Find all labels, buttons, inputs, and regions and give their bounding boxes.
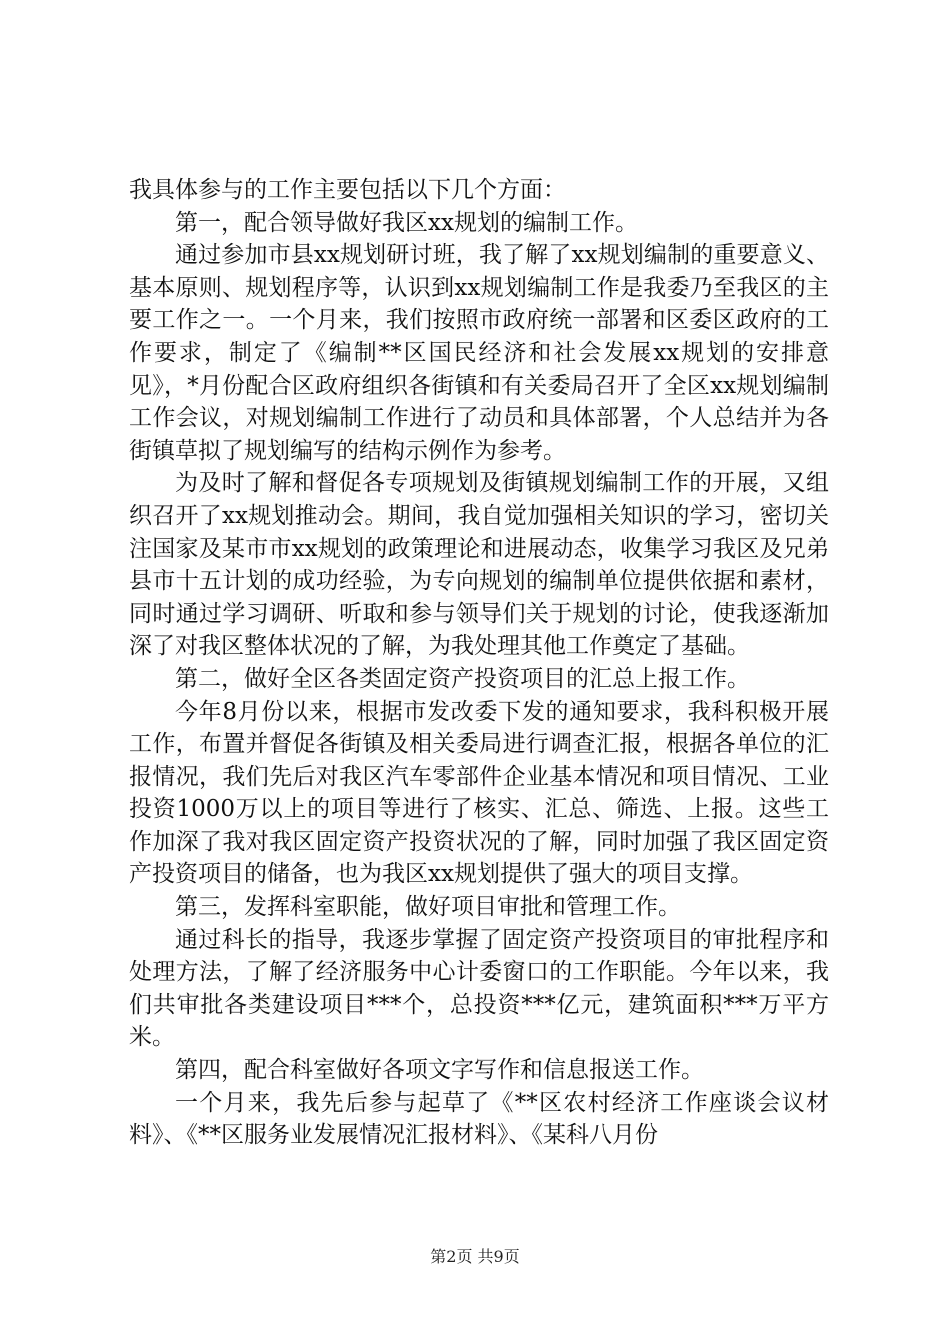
heading-item-4: 第四，配合科室做好各项文字写作和信息报送工作。 (175, 1057, 704, 1084)
heading-item-2: 第二，做好全区各类固定资产投资项目的汇总上报工作。 (175, 665, 750, 692)
paragraph-item-4: 一个月来，我先后参与起草了《**区农村经济工作座谈会议材料》、《**区服务业发展情况汇报材料》、《某科八月份 (129, 1089, 829, 1149)
paragraph-item-3: 通过科长的指导，我逐步掌握了固定资产投资项目的审批程序和处理方法，了解了经济服务中心计委窗口的工作职能。今年以来，我们共审批各类建设项目***个，总投资***亿元，建筑面积***万平方米。 (129, 926, 829, 1051)
paragraph-item-2: 今年8月份以来，根据市发改委下发的通知要求，我科积极开展工作，布置并督促各街镇及相关委局进行调查汇报，根据各单位的汇报情况，我们先后对我区汽车零部件企业基本情况和项目情况、工业投资1000万以上的项目等进行了核实、汇总、筛选、上报。这些工作加深了我对我区固定资产投资状况的了解，同时加强了我区固定资产投资项目的储备，也为我区xx规划提供了强大的项目支撑。 (129, 698, 829, 888)
heading-item-1: 第一，配合领导做好我区xx规划的编制工作。 (175, 209, 638, 236)
page-number-footer: 第2页 共9页 (430, 1247, 520, 1266)
heading-item-3: 第三，发挥科室职能，做好项目审批和管理工作。 (175, 894, 681, 921)
paragraph-intro: 我具体参与的工作主要包括以下几个方面： (129, 177, 566, 203)
paragraph-item-1b: 为及时了解和督促各专项规划及街镇规划编制工作的开展，又组织召开了xx规划推动会。期间，我自觉加强相关知识的学习，密切关注国家及某市市xx规划的政策理论和进展动态，收集学习我区及兄弟县市十五计划的成功经验，为专向规划的编制单位提供依据和素材，同时通过学习调研、听取和参与领导们关于规划的讨论，使我逐渐加深了对我区整体状况的了解，为我处理其他工作奠定了基础。 (129, 470, 829, 660)
paragraph-item-1a: 通过参加市县xx规划研讨班，我了解了xx规划编制的重要意义、基本原则、规划程序等，认识到xx规划编制工作是我委乃至我区的主要工作之一。一个月来，我们按照市政府统一部署和区委区政府的工作要求，制定了《编制**区国民经济和社会发展xx规划的安排意见》，*月份配合区政府组织各街镇和有关委局召开了全区xx规划编制工作会议，对规划编制工作进行了动员和具体部署，个人总结并为各街镇草拟了规划编写的结构示例作为参考。 (129, 242, 829, 464)
document-body (129, 174, 829, 1152)
